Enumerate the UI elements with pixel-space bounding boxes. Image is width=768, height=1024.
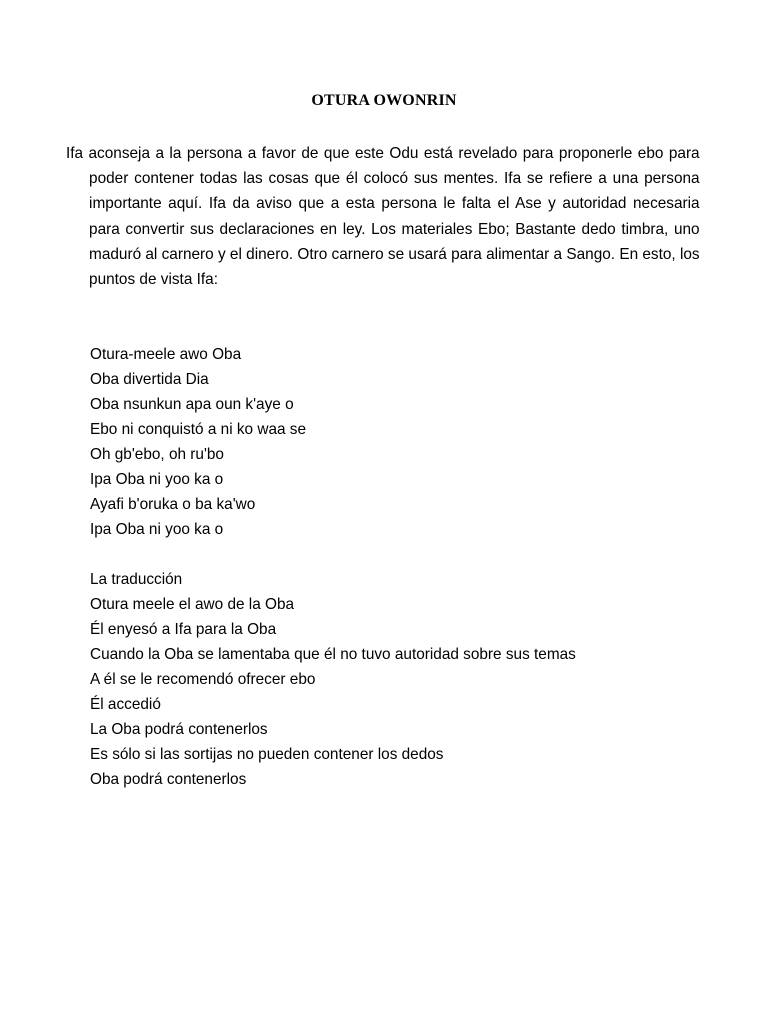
verse-line: Cuando la Oba se lamentaba que él no tuvo autoridad sobre sus temas (90, 646, 576, 663)
verse-line: Ipa Oba ni yoo ka o (90, 521, 224, 538)
verse-line: Él accedió (90, 696, 161, 713)
verse-line: Oba divertida Dia (90, 371, 209, 388)
verse-line: Otura meele el awo de la Oba (90, 596, 295, 613)
verse-line: Ebo ni conquistó a ni ko waa se (90, 421, 307, 438)
verse-line: Oba nsunkun apa oun k'aye o (90, 396, 294, 413)
verse-line: Él enyesó a Ifa para la Oba (90, 621, 277, 638)
verse-line: Oh gb'ebo, oh ru'bo (90, 446, 224, 463)
spanish-verses (90, 567, 576, 792)
verse-line: Ayafi b'oruka o ba ka'wo (90, 496, 256, 513)
document-title: OTURA OWONRIN (311, 92, 457, 109)
yoruba-verses (90, 342, 306, 542)
translation-heading: La traducción (90, 571, 183, 588)
verse-line: La Oba podrá contenerlos (90, 721, 268, 738)
verse-line: Otura-meele awo Oba (90, 346, 242, 363)
verse-line: A él se le recomendó ofrecer ebo (90, 671, 316, 688)
intro-paragraph: Ifa aconseja a la persona a favor de que este Odu está revelado para proponerle ebo para poder contener todas las cosas que él colocó sus mentes. Ifa se refiere a una persona importante aquí. Ifa da aviso que a esta persona le falta el Ase y autoridad necesaria para convertir sus declaraciones en ley. Los materiales Ebo; Bastante dedo timbra, uno maduró al carnero y el dinero. Otro carnero se usará para alimentar a Sango. En esto, los puntos de vista Ifa: (66, 145, 700, 289)
verse-line: Ipa Oba ni yoo ka o (90, 471, 224, 488)
verse-line: Oba podrá contenerlos (90, 771, 247, 788)
verse-line: Es sólo si las sortijas no pueden contener los dedos (90, 746, 444, 763)
